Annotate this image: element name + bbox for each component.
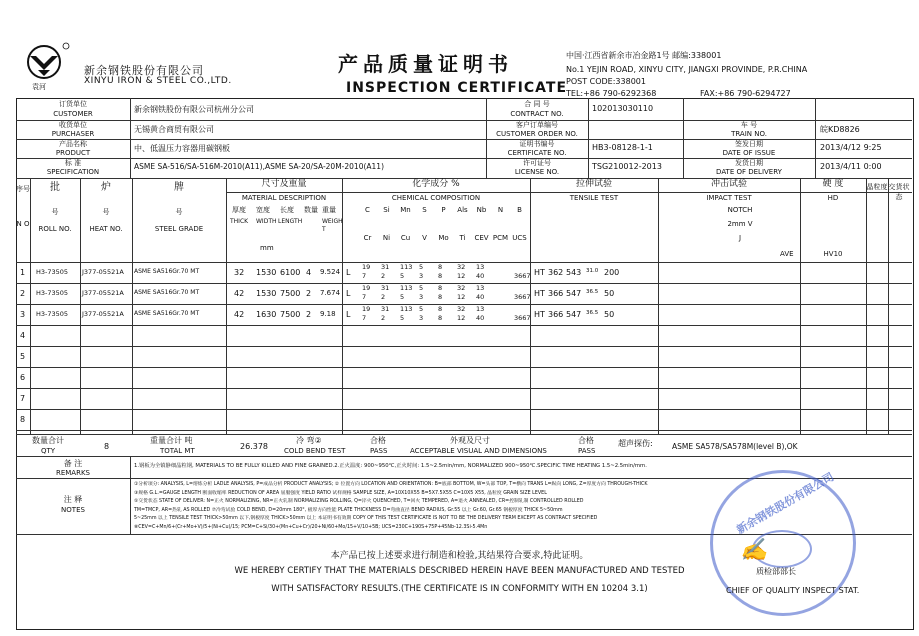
col-notch-size: 2mm V: [727, 220, 753, 228]
row-chem-a: 32: [457, 305, 466, 313]
delivery-label-cn: 发货日期: [735, 159, 763, 167]
fax: FAX:+86 790-6294727: [700, 89, 791, 98]
col-chem-en: CHEMICAL COMPOSITION: [391, 194, 481, 202]
remarks-label-en: REMARKS: [55, 469, 90, 477]
chem-top-8: B: [517, 206, 522, 214]
row-no-blank: 7: [20, 394, 26, 403]
product-label-en: PRODUCT: [55, 149, 91, 157]
title-en: INSPECTION CERTIFICATE: [346, 80, 568, 96]
row-chem-b: 3667: [514, 272, 531, 280]
total-wt-label-cn: 重量合计 吨: [150, 436, 193, 445]
row-chem-b: 12: [457, 272, 466, 280]
row-chem-a: 32: [457, 284, 466, 292]
company-name-cn: 新余钢铁股份有限公司: [84, 64, 204, 77]
delivery-label-en: DATE OF DELIVERY: [716, 168, 782, 176]
note-line: ③规格 G.L.=GAUGE LENGTH 断面收缩率 REDUCTION OF AREA 屈服强度 YIELD RATIO 试样规格 SAMPLE SIZE, A=10X10X55 B=5X7.5X55 C=10X5 X55, 晶粒度 GRAIN SIZE LEVEL: [134, 490, 547, 496]
bend-label-cn: 冷 弯②: [296, 436, 322, 445]
chem-bot-3: V: [422, 234, 427, 242]
product-value: 中、低温压力容器用碳钢板: [134, 144, 230, 153]
col-heat-2: 号: [102, 208, 110, 216]
bend-val-en: PASS: [370, 447, 388, 455]
total-wt: 26.378: [240, 442, 268, 451]
total-qty: 8: [104, 442, 110, 451]
row-thick: 42: [234, 289, 245, 298]
col-dimension-en: MATERIAL DESCRIPTION: [241, 194, 327, 202]
col-grade-en: STEEL GRADE: [154, 225, 204, 233]
chem-top-5: Als: [457, 206, 468, 214]
contract-value: 102013030110: [592, 104, 654, 113]
col-hv: HV10: [823, 250, 843, 258]
row-heat: J377-05521A: [82, 310, 124, 318]
col-impact-en: IMPACT TEST: [706, 194, 752, 202]
row-chem-b: 5: [400, 293, 405, 301]
row-chem-b: 2: [381, 272, 386, 280]
logo-caption: 袁河: [32, 83, 46, 91]
row-grade: ASME SA516Gr.70 MT: [134, 268, 200, 275]
row-elongation: 36.5: [586, 289, 599, 295]
row-chem-b: 7: [362, 314, 367, 322]
row-chem-a: 31: [381, 263, 390, 271]
visual-label-en: ACCEPTABLE VISUAL AND DIMENSIONS: [410, 447, 547, 455]
row-gauge-length: 50: [604, 289, 615, 298]
row-chem-a: 5: [419, 284, 424, 292]
col-delivery-state: 交货状态: [888, 183, 910, 201]
col-notch: NOTCH: [727, 206, 753, 214]
row-heat: J377-05521A: [82, 268, 124, 276]
col-grade: 牌: [174, 182, 184, 193]
col-chem: 化学成分 %: [412, 179, 460, 189]
row-no-blank: 4: [20, 331, 26, 340]
row-width: 1630: [256, 310, 277, 319]
company-name-en: XINYU IRON & STEEL CO.,LTD.: [84, 76, 232, 86]
col-impact: 冲击试验: [710, 179, 747, 189]
visual-val: 合格: [578, 436, 594, 445]
row-roll: H3-73505: [36, 310, 69, 318]
row-position: L: [346, 310, 351, 319]
row-tensile-strength: 547: [566, 310, 582, 319]
chem-bot-2: Cu: [400, 234, 411, 242]
row-yield: 362: [548, 268, 564, 277]
row-grade: ASME SA516Gr.70 MT: [134, 289, 200, 296]
chem-bot-5: Ti: [459, 234, 466, 242]
row-gauge-length: 200: [604, 268, 620, 277]
row-chem-a: 19: [362, 284, 371, 292]
col-width: 宽度: [256, 206, 270, 214]
row-chem-a: 113: [400, 284, 413, 292]
chem-bot-0: Cr: [363, 234, 372, 242]
cert-statement-cn: 本产品已按上述要求进行制造和检验,其结果符合要求,特此证明。: [330, 551, 589, 561]
contract-label-en: CONTRACT NO.: [510, 110, 564, 118]
address-en: No.1 YEJIN ROAD, XINYU CITY, JIANGXI PROVINDE, P.R.CHINA: [566, 65, 808, 74]
order-label-en: CUSTOMER ORDER NO.: [496, 130, 578, 138]
row-chem-b: 5: [400, 272, 405, 280]
row-chem-a: 113: [400, 305, 413, 313]
chief-cn: 质检部部长: [756, 567, 796, 576]
chem-bot-7: PCM: [492, 234, 509, 242]
row-tensile-strength: 543: [566, 268, 582, 277]
issue-value: 2013/4/12 9:25: [820, 143, 882, 152]
col-tensile-en: TENSILE TEST: [569, 194, 619, 202]
row-no-blank: 6: [20, 373, 26, 382]
col-tensile: 拉伸试验: [575, 179, 612, 189]
col-qty: 数量: [304, 206, 318, 214]
row-yield: 366: [548, 289, 564, 298]
row-width: 1530: [256, 268, 277, 277]
license-value: TSG210012-2013: [592, 162, 662, 171]
notes-label-en: NOTES: [61, 506, 85, 514]
remarks-label-cn: 备 注: [63, 459, 83, 468]
row-chem-b: 8: [438, 272, 443, 280]
col-hardness-en: HD: [827, 194, 839, 202]
row-chem-b: 40: [476, 293, 485, 301]
cert-label-en: CERTIFICATE NO.: [507, 149, 567, 157]
col-hardness: 硬 度: [822, 179, 844, 189]
post-code: POST CODE:338001: [566, 77, 646, 86]
chem-top-4: P: [441, 206, 446, 214]
row-chem-b: 7: [362, 293, 367, 301]
row-chem-b: 3: [419, 293, 424, 301]
col-length: 长度: [280, 206, 294, 214]
row-roll: H3-73505: [36, 268, 69, 276]
col-grade-2: 号: [175, 208, 183, 216]
row-thick: 42: [234, 310, 245, 319]
col-ave: AVE: [780, 250, 794, 258]
license-label-cn: 许可证号: [523, 159, 551, 167]
spec-label-cn: 标 准: [64, 159, 82, 167]
ut-value: ASME SA578/SA578M(level B),OK: [672, 442, 798, 451]
title-cn: 产品质量证明书: [338, 52, 513, 76]
row-tensile-strength: 547: [566, 289, 582, 298]
notes-label-cn: 注 释: [63, 495, 83, 504]
chem-top-1: Si: [383, 206, 390, 214]
row-chem-a: 13: [476, 284, 485, 292]
col-width-en: WIDTH: [256, 218, 277, 225]
train-value: 皖KD8826: [820, 125, 860, 134]
row-weight: 7.674: [320, 289, 341, 297]
row-chem-a: 8: [438, 284, 443, 292]
row-heat: J377-05521A: [82, 289, 124, 297]
row-no-blank: 8: [20, 415, 26, 424]
order-label-cn: 客户订单编号: [516, 121, 558, 129]
spec-value: ASME SA-516/SA-516M-2010(A11),ASME SA-20/SA-20M-2010(A11): [134, 162, 384, 171]
row-tensile-pos: HT: [534, 289, 545, 298]
row-chem-b: 3: [419, 272, 424, 280]
row-chem-a: 13: [476, 305, 485, 313]
col-thick: 厚度: [232, 206, 246, 214]
row-length: 7500: [280, 289, 301, 298]
row-chem-a: 19: [362, 263, 371, 271]
note-line: ①分析项分: ANALYSIS, L=熔炼分析 LADLE ANALYSIS, P=成品分析 PRODUCT ANALYSIS; ② 位置方向 LOCATION AND ORIENTATION: B=底部 BOTTOM, W=头部 TOP, T=横向 TRANS L=纵向 LONG, Z=厚度方向 THROUGH-THICK: [134, 482, 648, 487]
row-grade: ASME SA516Gr.70 MT: [134, 310, 200, 317]
row-width: 1530: [256, 289, 277, 298]
row-chem-a: 5: [419, 305, 424, 313]
customer-value: 新余钢铁股份有限公司杭州分公司: [134, 105, 254, 114]
total-qty-label-en: QTY: [40, 447, 56, 455]
row-no-blank: 5: [20, 352, 26, 361]
col-thick-en: THICK: [230, 218, 249, 225]
row-gauge-length: 50: [604, 310, 615, 319]
col-joule: J: [738, 234, 742, 242]
note-line: ⑤交货状态 STATE OF DELIVER: N=正火 NORMALIZING, NR=正火轧制 NORMALIZING ROLLING, Q=淬火 QUENCHED, T=回火 TEMPERED, A=退火 ANNEALED, CR=控制轧制 CONTROLLED ROLLED: [134, 499, 584, 504]
row-chem-b: 3: [419, 314, 424, 322]
signature: ✍: [740, 538, 768, 563]
row-chem-b: 3667: [514, 293, 531, 301]
row-weight: 9.18: [320, 310, 336, 318]
row-chem-b: 12: [457, 314, 466, 322]
row-tensile-pos: HT: [534, 310, 545, 319]
ut-label: 超声探伤:: [618, 439, 653, 448]
chem-bot-4: Mo: [438, 234, 449, 242]
chem-top-7: N: [497, 206, 504, 214]
row-length: 6100: [280, 268, 301, 277]
row-no: 2: [20, 289, 26, 298]
chem-bot-1: Ni: [382, 234, 391, 242]
row-qty: 2: [306, 310, 312, 319]
cert-statement-en-2: WITH SATISFACTORY RESULTS.(THE CERTIFICATE IS IN CONFORMITY WITH EN 10204 3.1): [271, 584, 648, 594]
col-batch: 批: [50, 182, 60, 193]
col-seq-en: N O: [16, 220, 30, 228]
row-position: L: [346, 289, 351, 298]
note-line: ⑧CEV=C+Mn/6+(Cr+Mo+V)/5+(Ni+Cu)/15; PCM=C+Si/30+(Mn+Cu+Cr)/20+Ni/60+Mo/15+V/10+5B; UCS=230C+190S+75P+45Nb-12.3Si-5.4Mn: [134, 524, 488, 530]
tel: TEL:+86 790-6292368: [566, 89, 657, 98]
visual-val-en: PASS: [578, 447, 596, 455]
row-chem-a: 8: [438, 305, 443, 313]
row-chem-b: 8: [438, 293, 443, 301]
chem-top-0: C: [365, 206, 370, 214]
seal-text: 新余钢铁股份有限公司: [734, 470, 837, 537]
contract-label-cn: 合 同 号: [524, 100, 550, 108]
purchaser-label-cn: 收货单位: [59, 121, 87, 129]
cert-label-cn: 证明书编号: [519, 140, 555, 148]
remarks-text: 1.钢板为全镇静细晶粒钢, MATERIALS TO BE FULLY KILLED AND FINE GRAINED.2.正火温度: 900~950℃,正火时间: 1.5~2.5min/mm, NORMALIZED 900~950℃.SPECIFIC TIME HEATING 1.5~2.5min/mm.: [134, 463, 647, 469]
col-weight-en: WEIGH T: [322, 218, 343, 233]
col-weight: 重量: [322, 206, 336, 214]
chem-bot-8: UCS: [512, 234, 527, 242]
row-weight: 9.524: [320, 268, 341, 276]
row-chem-b: 3667: [514, 314, 531, 322]
row-chem-b: 2: [381, 314, 386, 322]
col-heat: 炉: [101, 182, 111, 193]
row-position: L: [346, 268, 351, 277]
row-chem-b: 2: [381, 293, 386, 301]
row-chem-a: 31: [381, 305, 390, 313]
note-line: TM=TMCP, AR=热轧 AS ROLLED ⑦冷弯试验 COLD BEND, D=20mm 180°, 板厚方向性能 PLATE THICKNESS D=弯曲直径 BEND RADIUS, Gr.55 以上 Gr.60, Gr.65 钢板厚度 THICK 5~50mm: [134, 507, 563, 513]
cert-statement-en-1: WE HEREBY CERTIFY THAT THE MATERIALS DESCRIBED HEREIN HAVE BEEN MANUFACTURED AND TESTED: [234, 566, 685, 576]
chem-bot-6: CEV: [474, 234, 489, 242]
row-roll: H3-73505: [36, 289, 69, 297]
chem-top-3: S: [422, 206, 427, 214]
row-chem-b: 12: [457, 293, 466, 301]
address-cn: 中国·江西省新余市冶金路1号 邮编:338001: [566, 51, 722, 60]
row-yield: 366: [548, 310, 564, 319]
col-mm: mm: [260, 244, 274, 252]
row-qty: 4: [306, 268, 312, 277]
license-label-en: LICENSE NO.: [514, 168, 560, 176]
bend-label-en: COLD BEND TEST: [284, 447, 346, 455]
row-chem-a: 113: [400, 263, 413, 271]
col-roll-en: ROLL NO.: [38, 225, 72, 233]
issue-label-cn: 签发日期: [735, 140, 763, 148]
row-chem-b: 5: [400, 314, 405, 322]
row-chem-a: 19: [362, 305, 371, 313]
cert-value: HB3-08128-1-1: [592, 143, 653, 152]
row-chem-a: 32: [457, 263, 466, 271]
company-logo: [18, 40, 74, 96]
row-tensile-pos: HT: [534, 268, 545, 277]
customer-label-cn: 订货单位: [59, 100, 87, 108]
row-chem-a: 5: [419, 263, 424, 271]
logo-emblem-icon: [18, 40, 74, 96]
note-line: 5~25mm 以上 TENSILE TEST THICK>50mm 以下,钢板厚度 THICK>50mm 以上 本证明书有效期 COPY OF THIS TEST CERTIFICATE IS NOT TO BE THE DELIVERY TERM EXCEPT AS CONTRACT SPECIFIED: [134, 516, 598, 521]
row-chem-b: 40: [476, 272, 485, 280]
customer-label-en: CUSTOMER: [53, 110, 93, 118]
row-qty: 2: [306, 289, 312, 298]
delivery-value: 2013/4/11 0:00: [820, 162, 882, 171]
row-elongation: 36.5: [586, 310, 599, 316]
row-chem-a: 13: [476, 263, 485, 271]
train-label-en: TRAIN NO.: [731, 130, 767, 138]
visual-label-cn: 外观及尺寸: [450, 436, 490, 445]
row-no: 1: [20, 268, 26, 277]
row-chem-a: 31: [381, 284, 390, 292]
col-length-en: LENGTH: [278, 218, 303, 225]
total-wt-label-en: TOTAL MT: [160, 447, 195, 455]
purchaser-value: 无锡黄合商贸有限公司: [134, 125, 214, 134]
chief-en: CHIEF OF QUALITY INSPECT STAT.: [726, 586, 860, 595]
row-no: 3: [20, 310, 26, 319]
product-label-cn: 产品名称: [59, 140, 87, 148]
issue-label-en: DATE OF ISSUE: [722, 149, 776, 157]
spec-label-en: SPECIFICATION: [46, 168, 100, 176]
col-dimension: 尺寸及重量: [261, 179, 307, 189]
row-chem-b: 8: [438, 314, 443, 322]
purchaser-label-en: PURCHASER: [51, 130, 95, 138]
col-seq: 序号: [16, 185, 30, 193]
col-batch-2: 号: [51, 208, 59, 216]
total-qty-label-cn: 数量合计: [32, 436, 64, 445]
row-chem-b: 40: [476, 314, 485, 322]
row-chem-a: 8: [438, 263, 443, 271]
chem-top-2: Mn: [400, 206, 411, 214]
row-thick: 32: [234, 268, 245, 277]
col-grain: 晶粒度: [866, 183, 888, 191]
col-heat-en: HEAT NO.: [89, 225, 123, 233]
train-label-cn: 车 号: [740, 121, 758, 129]
bend-val: 合格: [370, 436, 386, 445]
chem-top-6: Nb: [476, 206, 487, 214]
row-length: 7500: [280, 310, 301, 319]
row-elongation: 31.0: [586, 268, 599, 274]
row-chem-b: 7: [362, 272, 367, 280]
